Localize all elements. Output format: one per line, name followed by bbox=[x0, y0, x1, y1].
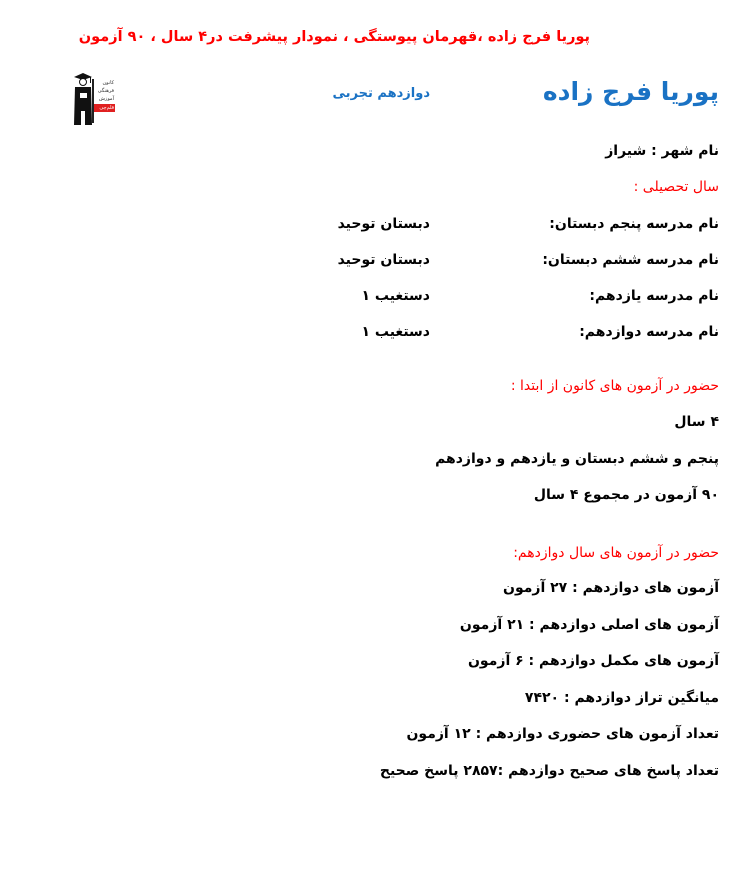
city-line: نام شهر : شیراز bbox=[605, 143, 719, 159]
school-value-12th: دستغیب ۱ bbox=[361, 324, 430, 340]
logo-line: کانون bbox=[102, 80, 114, 86]
school-value-11th: دستغیب ۱ bbox=[361, 288, 430, 304]
grade12-stat-line: آزمون های اصلی دوازدهم : ۲۱ آزمون bbox=[459, 617, 719, 633]
logo-line: آموزش bbox=[98, 96, 114, 102]
school-label-6th: نام مدرسه ششم دبستان: bbox=[542, 252, 719, 268]
kanoon-attendance-line: ۹۰ آزمون در مجموع ۴ سال bbox=[533, 487, 719, 503]
student-name: پوریا فرج زاده bbox=[542, 77, 719, 106]
grade12-stat-line: میانگین تراز دوازدهم : ۷۴۲۰ bbox=[524, 690, 719, 706]
grade12-attendance-heading: حضور در آزمون های سال دوازدهم: bbox=[513, 545, 719, 561]
logo-line: فرهنگی bbox=[97, 88, 114, 94]
school-value-6th: دبستان توحید bbox=[337, 252, 430, 268]
page-top-title: پوریا فرج زاده ،قهرمان پیوستگی ، نمودار پیشرفت در۴ سال ، ۹۰ آزمون bbox=[78, 29, 590, 45]
academic-year-heading: سال تحصیلی : bbox=[633, 179, 719, 195]
grade12-stat-line: تعداد آزمون های حضوری دوازدهم : ۱۲ آزمون bbox=[406, 726, 719, 742]
school-value-5th: دبستان توحید bbox=[337, 216, 430, 232]
kanoon-attendance-line: پنجم و ششم دبستان و یازدهم و دوازدهم bbox=[435, 451, 719, 467]
grade12-stat-line: آزمون های مکمل دوازدهم : ۶ آزمون bbox=[467, 653, 719, 669]
kanoon-attendance-line: ۴ سال bbox=[674, 414, 719, 430]
school-label-11th: نام مدرسه یازدهم: bbox=[589, 288, 719, 304]
graduate-figure-icon bbox=[71, 71, 93, 125]
school-label-5th: نام مدرسه پنجم دبستان: bbox=[549, 216, 719, 232]
school-label-12th: نام مدرسه دوازدهم: bbox=[579, 324, 719, 340]
grade12-stat-line: تعداد پاسخ های صحیح دوازدهم :۲۸۵۷ پاسخ صحیح bbox=[379, 763, 719, 779]
logo-line-brand: قلم‌چی bbox=[94, 104, 115, 112]
logo-text-panel bbox=[92, 79, 115, 123]
grade-field: دوازدهم تجربی bbox=[332, 86, 430, 101]
grade12-stat-line: آزمون های دوازدهم : ۲۷ آزمون bbox=[503, 580, 719, 596]
kanoon-logo bbox=[71, 69, 113, 125]
kanoon-attendance-heading: حضور در آزمون های کانون از ابتدا : bbox=[510, 378, 719, 394]
